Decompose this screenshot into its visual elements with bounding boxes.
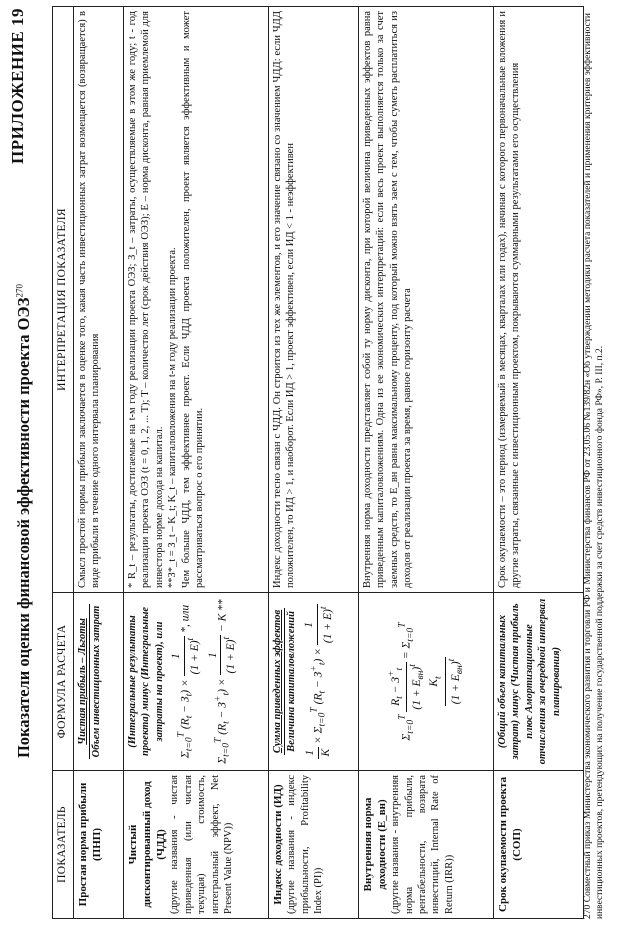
formula-description: (Интегральные результаты проекта) минус (Интегральные затраты на проект), или bbox=[127, 606, 165, 757]
formula-cell bbox=[494, 593, 584, 771]
table-row bbox=[494, 7, 584, 919]
irr-formula: $\Sigma_{t=0}^T$ $R_t - З^+_t$ $(1 + E_{вн})^t$ = $\Sigma_{t=0}^T$ $K_t$ $(1 + E_{вн})^t$ bbox=[385, 622, 466, 741]
formula-fraction bbox=[271, 608, 299, 755]
formula-cell bbox=[359, 593, 494, 771]
formula-or: или bbox=[179, 604, 192, 622]
npv-formula: $\Sigma_{t=0}^T$ $(R_t - З_t)$ × 1 $(1 + E)^t$ *, или bbox=[170, 604, 201, 759]
footnote-number: 270 bbox=[583, 904, 593, 919]
formula-denominator: Величина капиталовложений bbox=[286, 611, 298, 752]
indicator-name: Индекс доходности (ИД) bbox=[272, 784, 284, 905]
interpretation-cell: Срок окупаемости – это период (измеряемый в месяцах, кварталах или годах), начиная с которого первоначальные вложения и другие затраты, связанные с инвестиционным проектом, покрываются суммарными результатами его осуществления bbox=[494, 7, 584, 593]
header-indicator: ПОКАЗАТЕЛЬ bbox=[53, 771, 74, 919]
formula-numerator: Сумма приведенных эффектов bbox=[271, 608, 285, 755]
indicator-alt-names: (другие названия - внутренняя норма прибыли, рентабельности, возврата инвестиций, Internal Rate of Return (IRR)) bbox=[390, 775, 455, 914]
interpretation-cell: Смысл простой нормы прибыли заключается в оценке того, какая часть инвестиционных затрат возмещается (возвращается) в виде прибыли в течение одного интервала планирования bbox=[74, 7, 124, 593]
footnote-text: Совместный приказ Министерства экономического развития и торговли РФ и Министерства финансов РФ от 23.05.06 №139/82н «Об утверждении методики расчета показателей и применения критериев эффективности инвестиционных проектов, претендующих на получение государственной поддержки за счет средств инвестиционного фонда РФ», Р. III, п.2. bbox=[583, 12, 606, 919]
page-title bbox=[14, 141, 34, 901]
interpretation-cell bbox=[124, 7, 269, 593]
footnote bbox=[582, 13, 607, 919]
formula-fraction bbox=[76, 604, 104, 760]
npv-formula-alt: $\Sigma_{t=0}^T$ $(R_t - З^+_t)$ × 1 $(1 + E)^t$ − K ** bbox=[206, 599, 238, 764]
title-footnote-mark: 270 bbox=[14, 283, 25, 298]
formula-description: (Общий объем капитальных затрат) минус (Чистая прибыль плюс Амортизационные отчисления за очередной интервал планирования) bbox=[497, 598, 562, 765]
formula-numerator: Чистая прибыль – Льготы bbox=[76, 604, 90, 760]
indicator-name: Срок окупаемости проекта (СОП) bbox=[497, 777, 524, 912]
indicator-name: Простая норма прибыли (ПНП) bbox=[77, 782, 104, 907]
indicator-cell bbox=[74, 771, 124, 919]
indicator-alt-names: (другие названия - индекс прибыльности, Profitability Index (PI)) bbox=[286, 775, 324, 914]
indicator-cell bbox=[359, 771, 494, 919]
header-interpretation: ИНТЕРПРЕТАЦИЯ ПОКАЗАТЕЛЯ bbox=[53, 7, 74, 593]
formula-cell bbox=[124, 593, 269, 771]
interpretation-cell: Индекс доходности тесно связан с ЧДД. Он строится из тех же элементов, и его значение связано со значением ЧДД: если ЧДД положителен, то ИД > 1, и наоборот. Если ИД > 1, проект эффективен, если ИД < 1 - неэффективен bbox=[269, 7, 359, 593]
indicator-alt-names: (другие названия - чистая приведенная (или чистая текущая) стоимость, интегральный эффект, Net Present Value (NPV)) bbox=[169, 775, 234, 914]
table-row bbox=[359, 7, 494, 919]
pi-formula: 1 K × $\Sigma_{t=0}^T$ $(R_t - З^+_t)$ × 1 $(1 + E)^t$ bbox=[302, 606, 334, 757]
formula-denominator: Объем инвестиционных затрат bbox=[91, 605, 103, 758]
interpretation-conclusion: Чем больше ЧДД, тем эффективнее проект. Если ЧДД проекта положителен, проект является эффективным и может рассматриваться вопрос о его принятии. bbox=[180, 11, 206, 588]
indicator-name: Внутренняя норма доходности (Е_вн) bbox=[362, 797, 389, 892]
formula-cell bbox=[74, 593, 124, 771]
table-row bbox=[124, 7, 269, 919]
indicators-table bbox=[52, 6, 584, 919]
table-header-row bbox=[53, 7, 74, 919]
formula-cell bbox=[269, 593, 359, 771]
table-row bbox=[74, 7, 124, 919]
interpretation-legend-2: **З*_t = З_t – K_t; K_t – капиталовложения на t-м году реализации проекта. bbox=[167, 247, 179, 588]
appendix-label: ПРИЛОЖЕНИЕ 19 bbox=[8, 8, 27, 164]
indicator-cell bbox=[124, 771, 269, 919]
header-formula: ФОРМУЛА РАСЧЕТА bbox=[53, 593, 74, 771]
interpretation-cell: Внутренняя норма доходности представляет собой ту норму дисконта, при которой величина приведенных эффектов равна приведенным капиталовложениям. Одна из ее экономических интерпретаций: если весь проект выполняется только за счет заемных средств, то Е_вн равна максимальному проценту, под который можно взять заем с тем, чтобы суметь расплатиться из доходов от реализации проекта за время, равное горизонту расчета bbox=[359, 7, 494, 593]
indicator-cell bbox=[269, 771, 359, 919]
title-text: Показатели оценки финансовой эффективности проекта ОЭЗ bbox=[14, 297, 33, 759]
indicator-cell bbox=[494, 771, 584, 919]
table-row bbox=[269, 7, 359, 919]
indicator-name: Чистый дисконтированный доход (ЧДД) bbox=[127, 781, 168, 908]
interpretation-legend: * R_t – результаты, достигаемые на t-м году реализации проекта ОЭЗ; З_t – затраты, осуществляемые в этом же году; t - год реализации проекта ОЭЗ (t = 0, 1, 2, ... T); T – количество лет (срок действия ОЭЗ); E – норма дисконта, равная приемлемой для инвестора норме дохода на капитал. bbox=[127, 11, 165, 588]
